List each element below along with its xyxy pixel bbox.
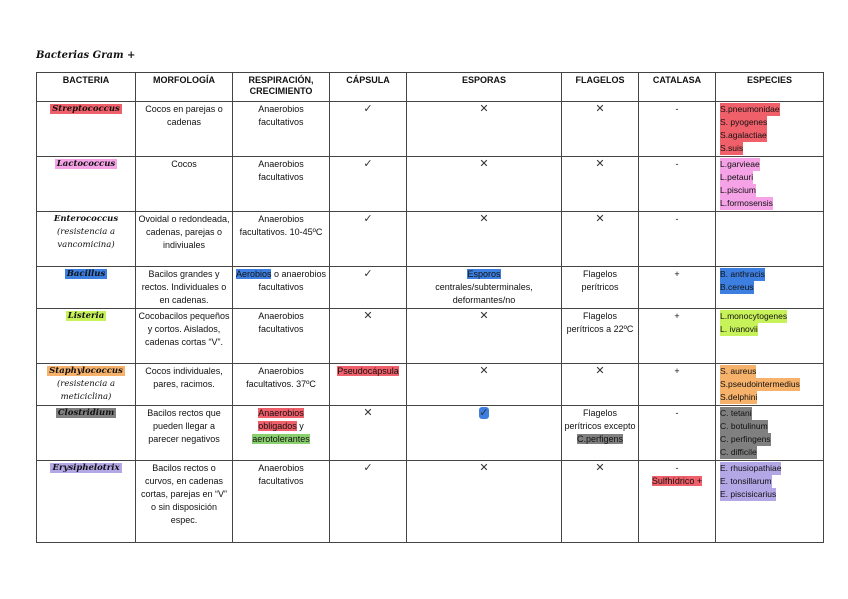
capsula-cell: Pseudocápsula [330, 364, 407, 406]
bacteria-cell: Listeria [37, 309, 136, 364]
species-item: E. tonsillarum [720, 476, 772, 486]
especies-cell [716, 406, 824, 461]
catalasa-cell: - [639, 212, 716, 267]
especies-cell [716, 461, 824, 543]
bacteria-cell: Streptococcus [37, 102, 136, 157]
cross-icon: ✕ [479, 462, 489, 474]
morfologia-cell: Cocobacilos pequeños y cortos. Aislados, cadenas cortas “V”. [136, 309, 233, 364]
species-item: C. tetani [720, 408, 752, 418]
esporas-cell [407, 157, 562, 212]
cross-icon: ✕ [595, 158, 605, 170]
header-row [37, 73, 824, 102]
catalasa-cell: + [639, 364, 716, 406]
bacteria-cell: Lactococcus [37, 157, 136, 212]
morfologia-cell: Bacilos rectos que pueden llegar a parecer negativos [136, 406, 233, 461]
bacteria-cell: Erysiphelotrix [37, 461, 136, 543]
capsula-cell [330, 157, 407, 212]
cross-icon: ✕ [363, 310, 373, 322]
check-icon: ✓ [363, 213, 373, 225]
header-catalasa: CATALASA [639, 73, 716, 102]
species-item: S.pseudointermedius [720, 379, 800, 389]
morfologia-cell: Ovoidal o redondeada, cadenas, parejas o indiviuales [136, 212, 233, 267]
header-especies: ESPECIES [716, 73, 824, 102]
capsula-cell [330, 309, 407, 364]
table-row [37, 102, 824, 157]
capsula-cell [330, 267, 407, 309]
morfologia-cell: Cocos [136, 157, 233, 212]
flagelos-cell: Flagelos perítricos a 22ºC [562, 309, 639, 364]
check-icon: ✓ [363, 462, 373, 474]
bacteria-cell: Enterococcus (resistencia a vancomicina) [37, 212, 136, 267]
respiracion-cell: Aerobios o anaerobios facultativos [233, 267, 330, 309]
header-capsula: CÁPSULA [330, 73, 407, 102]
flagelos-cell [562, 102, 639, 157]
header-bacteria: BACTERIA [37, 73, 136, 102]
table-row [37, 157, 824, 212]
respiracion-cell: Anaerobios facultativos [233, 309, 330, 364]
flagelos-cell [562, 212, 639, 267]
species-item: S.delphini [720, 392, 758, 402]
especies-cell [716, 267, 824, 309]
esporas-cell [407, 102, 562, 157]
esporas-cell: Esporos centrales/subterminales, deformantes/no [407, 267, 562, 309]
bacteria-cell: Staphylococcus (resistencia a meticiclina) [37, 364, 136, 406]
species-item: B.cereus [720, 282, 754, 292]
bacteria-table [36, 72, 824, 543]
morfologia-cell: Bacilos rectos o curvos, en cadenas cortas, parejas en “V” o sin disposición espec. [136, 461, 233, 543]
catalasa-cell: + [639, 309, 716, 364]
check-icon: ✓ [363, 268, 373, 280]
table-row [37, 267, 824, 309]
morfologia-cell: Bacilos grandes y rectos. Individuales o en cadenas. [136, 267, 233, 309]
species-item: S.suis [720, 143, 744, 153]
species-item: S.agalactiae [720, 130, 767, 140]
especies-cell [716, 102, 824, 157]
cross-icon: ✕ [363, 407, 373, 419]
cross-icon: ✕ [479, 213, 489, 225]
morfologia-cell: Cocos en parejas o cadenas [136, 102, 233, 157]
check-icon: ✓ [363, 158, 373, 170]
flagelos-cell [562, 364, 639, 406]
capsula-cell [330, 212, 407, 267]
header-flagelos: FLAGELOS [562, 73, 639, 102]
cross-icon: ✕ [595, 462, 605, 474]
table-row [37, 309, 824, 364]
bacteria-cell: Clostridium [37, 406, 136, 461]
respiracion-cell: Anaerobios obligados y aerotolerantes [233, 406, 330, 461]
catalasa-cell: - Sulfhídrico + [639, 461, 716, 543]
morfologia-cell: Cocos individuales, pares, racimos. [136, 364, 233, 406]
respiracion-cell: Anaerobios facultativos. 37ºC [233, 364, 330, 406]
table-row [37, 461, 824, 543]
flagelos-cell [562, 157, 639, 212]
bacteria-cell: Bacillus [37, 267, 136, 309]
especies-cell [716, 364, 824, 406]
cross-icon: ✕ [595, 365, 605, 377]
species-item: L.garvieae [720, 159, 760, 169]
capsula-cell [330, 406, 407, 461]
esporas-cell [407, 406, 562, 461]
species-item: L.formosensis [720, 198, 773, 208]
esporas-cell [407, 309, 562, 364]
check-icon: ✓ [363, 103, 373, 115]
flagelos-cell [562, 461, 639, 543]
capsula-cell [330, 461, 407, 543]
species-item: S. aureus [720, 366, 757, 376]
species-item: C. botulinum [720, 421, 768, 431]
especies-cell [716, 309, 824, 364]
respiracion-cell: Anaerobios facultativos [233, 461, 330, 543]
especies-cell [716, 157, 824, 212]
species-item: C. perfingens [720, 434, 771, 444]
cross-icon: ✕ [479, 103, 489, 115]
table-row [37, 212, 824, 267]
species-item: S. pyogenes [720, 117, 768, 127]
header-morfologia: MORFOLOGÍA [136, 73, 233, 102]
cross-icon: ✕ [479, 158, 489, 170]
species-item: E. rhusiopathiae [720, 463, 782, 473]
catalasa-cell: + [639, 267, 716, 309]
esporas-cell [407, 461, 562, 543]
species-item: B. anthracis [720, 269, 765, 279]
cross-icon: ✕ [479, 310, 489, 322]
flagelos-cell: Flagelos perítricos [562, 267, 639, 309]
species-item: E. piscisicarius [720, 489, 777, 499]
respiracion-cell: Anaerobios facultativos [233, 102, 330, 157]
table-row [37, 364, 824, 406]
esporas-cell [407, 212, 562, 267]
esporas-cell [407, 364, 562, 406]
especies-cell [716, 212, 824, 267]
respiracion-cell: Anaerobios facultativos [233, 157, 330, 212]
catalasa-cell: - [639, 102, 716, 157]
species-item: L.piscium [720, 185, 756, 195]
species-item: L. ivanovii [720, 324, 758, 334]
species-item: C. difficile [720, 447, 757, 457]
header-esporas: ESPORAS [407, 73, 562, 102]
cross-icon: ✕ [595, 213, 605, 225]
header-respiracion: RESPIRACIÓN, CRECIMIENTO [233, 73, 330, 102]
catalasa-cell: - [639, 406, 716, 461]
cross-icon: ✕ [479, 365, 489, 377]
species-item: L.monocytogenes [720, 311, 788, 321]
species-item: S.pneumonidae [720, 104, 780, 114]
species-item: L.petauri [720, 172, 754, 182]
respiracion-cell: Anaerobios facultativos. 10-45ºC [233, 212, 330, 267]
flagelos-cell: Flagelos perítricos excepto C.perfigens [562, 406, 639, 461]
capsula-cell [330, 102, 407, 157]
cross-icon: ✕ [595, 103, 605, 115]
catalasa-cell: - [639, 157, 716, 212]
document-title: Bacterias Gram + [36, 50, 136, 61]
check-icon: ✓ [479, 407, 489, 419]
table-row [37, 406, 824, 461]
